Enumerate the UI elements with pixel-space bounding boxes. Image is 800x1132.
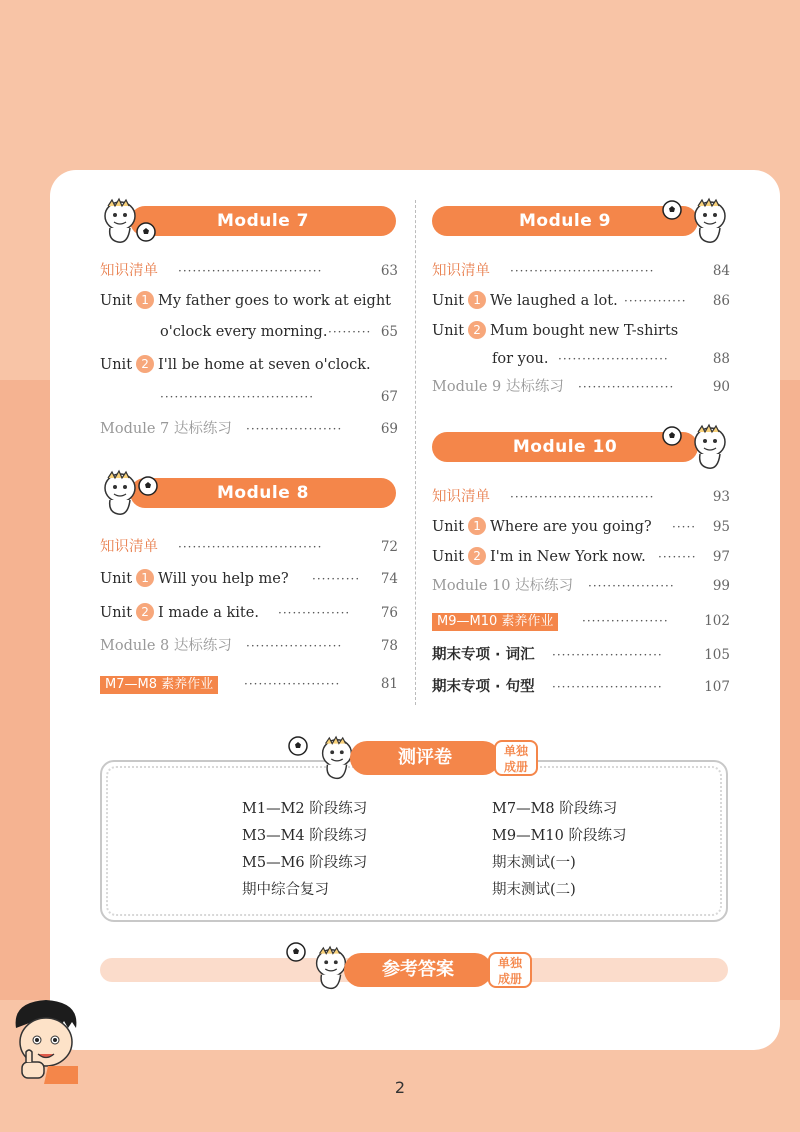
leader-dots: ······························	[178, 540, 323, 554]
unit-title: I made a kite.	[158, 605, 259, 621]
answers-title-text: 参考答案	[382, 959, 454, 980]
leader-dots: ·····	[672, 520, 697, 534]
toc-label: 知识清单	[100, 539, 158, 555]
leader-dots: ·······················	[552, 680, 663, 694]
page-number: 86	[712, 293, 730, 309]
test-item[interactable]: 期中综合复习	[242, 882, 329, 898]
toc-label: 知识清单	[100, 263, 158, 279]
unit-number-badge: 2	[136, 603, 154, 621]
page-number: 105	[704, 647, 730, 663]
unit-label: Unit	[100, 357, 133, 373]
test-item[interactable]: M5—M6 阶段练习	[242, 855, 368, 871]
unit-title-cont: for you.	[492, 351, 549, 367]
unit-title: Where are you going?	[490, 519, 652, 535]
toc-label: Module 8 达标练习	[100, 638, 232, 654]
column-divider	[415, 200, 416, 705]
module-10-title: Module 10	[512, 437, 618, 457]
page-number: 67	[380, 389, 398, 405]
page-number: 72	[380, 539, 398, 555]
module-9-title: Module 9	[519, 211, 611, 231]
toc-label: Module 9 达标练习	[432, 379, 564, 395]
unit-number-badge: 1	[136, 569, 154, 587]
stamp-line-1: 单独	[497, 956, 522, 970]
left-edge-band	[0, 380, 50, 1000]
leader-dots: ··················	[588, 579, 675, 593]
unit-label: Unit	[100, 571, 133, 587]
unit-number-badge: 2	[468, 547, 486, 565]
module-9-banner	[432, 206, 698, 236]
unit-title: I'm in New York now.	[490, 549, 646, 565]
unit-label: Unit	[432, 549, 465, 565]
unit-title: I'll be home at seven o'clock.	[158, 357, 371, 373]
page-number: 99	[712, 578, 730, 594]
page-number: 97	[712, 549, 730, 565]
leader-dots: ······························	[510, 490, 655, 504]
unit-label: Unit	[432, 293, 465, 309]
page-number: 90	[712, 379, 730, 395]
toc-label: 期末专项 · 句型	[432, 679, 535, 695]
leader-dots: ··········	[312, 572, 361, 586]
page-number: 95	[712, 519, 730, 535]
unit-title: My father goes to work at eight	[158, 293, 392, 309]
page-number: 78	[380, 638, 398, 654]
unit-label: Unit	[432, 323, 465, 339]
page-number: 84	[712, 263, 730, 279]
stamp-line-2: 成册	[503, 760, 528, 774]
module-7-banner	[130, 206, 396, 236]
unit-label: Unit	[100, 293, 133, 309]
test-item[interactable]: M7—M8 阶段练习	[492, 801, 618, 817]
page-number: 69	[380, 421, 398, 437]
leader-dots: ····················	[244, 677, 341, 691]
leader-dots: ·············	[624, 294, 687, 308]
page-number: 88	[712, 351, 730, 367]
mascot-dino-icon	[688, 422, 732, 472]
leader-dots: ·········	[328, 325, 372, 339]
page-number: 93	[712, 489, 730, 505]
page-number: 102	[704, 613, 730, 629]
page-number: 65	[380, 324, 398, 340]
right-edge-band	[780, 380, 800, 1000]
unit-number-badge: 1	[136, 291, 154, 309]
leader-dots: ····················	[578, 380, 675, 394]
tests-title	[350, 741, 500, 775]
unit-number-badge: 2	[136, 355, 154, 373]
soccer-ball-icon	[662, 426, 682, 446]
tests-box	[100, 760, 728, 922]
toc-label: 知识清单	[432, 489, 490, 505]
soccer-ball-icon	[288, 736, 308, 756]
leader-dots: ······························	[178, 264, 323, 278]
unit-number-badge: 1	[468, 517, 486, 535]
leader-dots: ······························	[510, 264, 655, 278]
homework-tag: M7—M8 素养作业	[100, 676, 218, 694]
stamp-line-2: 成册	[497, 972, 522, 986]
test-item[interactable]: M9—M10 阶段练习	[492, 828, 627, 844]
unit-title-cont: o'clock every morning.	[160, 324, 328, 340]
unit-number-badge: 1	[468, 291, 486, 309]
module-7-title: Module 7	[217, 211, 309, 231]
page-number: 74	[380, 571, 398, 587]
mascot-dino-icon	[98, 468, 142, 518]
module-10-banner	[432, 432, 698, 462]
page-number-footer: 2	[394, 1078, 406, 1097]
test-item[interactable]: 期末测试(一)	[492, 855, 576, 871]
toc-label: 知识清单	[432, 263, 490, 279]
unit-number-badge: 2	[468, 321, 486, 339]
page-number: 107	[704, 679, 730, 695]
leader-dots: ································	[160, 390, 315, 404]
module-8-title: Module 8	[217, 483, 309, 503]
leader-dots: ··················	[582, 614, 669, 628]
unit-label: Unit	[100, 605, 133, 621]
unit-label: Unit	[432, 519, 465, 535]
leader-dots: ····················	[246, 639, 343, 653]
page-number: 76	[380, 605, 398, 621]
leader-dots: ·······················	[558, 352, 669, 366]
page-number: 81	[380, 676, 398, 692]
separate-booklet-stamp	[494, 740, 538, 776]
test-item[interactable]: M3—M4 阶段练习	[242, 828, 368, 844]
leader-dots: ····················	[246, 422, 343, 436]
mascot-dino-icon	[688, 196, 732, 246]
leader-dots: ·······················	[552, 648, 663, 662]
toc-label: 期末专项 · 词汇	[432, 647, 535, 663]
stamp-line-1: 单独	[503, 744, 528, 758]
soccer-ball-icon	[138, 476, 158, 496]
module-8-banner	[130, 478, 396, 508]
homework-tag: M9—M10 素养作业	[432, 613, 558, 631]
test-item[interactable]: 期末测试(二)	[492, 882, 576, 898]
leader-dots: ···············	[278, 606, 351, 620]
soccer-ball-icon	[136, 222, 156, 242]
tests-title-text: 测评卷	[398, 747, 452, 768]
leader-dots: ········	[658, 550, 697, 564]
unit-title: Will you help me?	[158, 571, 289, 587]
unit-title: We laughed a lot.	[490, 293, 618, 309]
unit-title: Mum bought new T-shirts	[490, 323, 679, 339]
page-number: 63	[380, 263, 398, 279]
toc-label: Module 10 达标练习	[432, 578, 574, 594]
test-item[interactable]: M1—M2 阶段练习	[242, 801, 368, 817]
soccer-ball-icon	[662, 200, 682, 220]
soccer-ball-icon	[286, 942, 306, 962]
separate-booklet-stamp	[488, 952, 532, 988]
answers-title	[344, 953, 492, 987]
boy-mascot-icon	[8, 998, 84, 1084]
toc-label: Module 7 达标练习	[100, 421, 232, 437]
